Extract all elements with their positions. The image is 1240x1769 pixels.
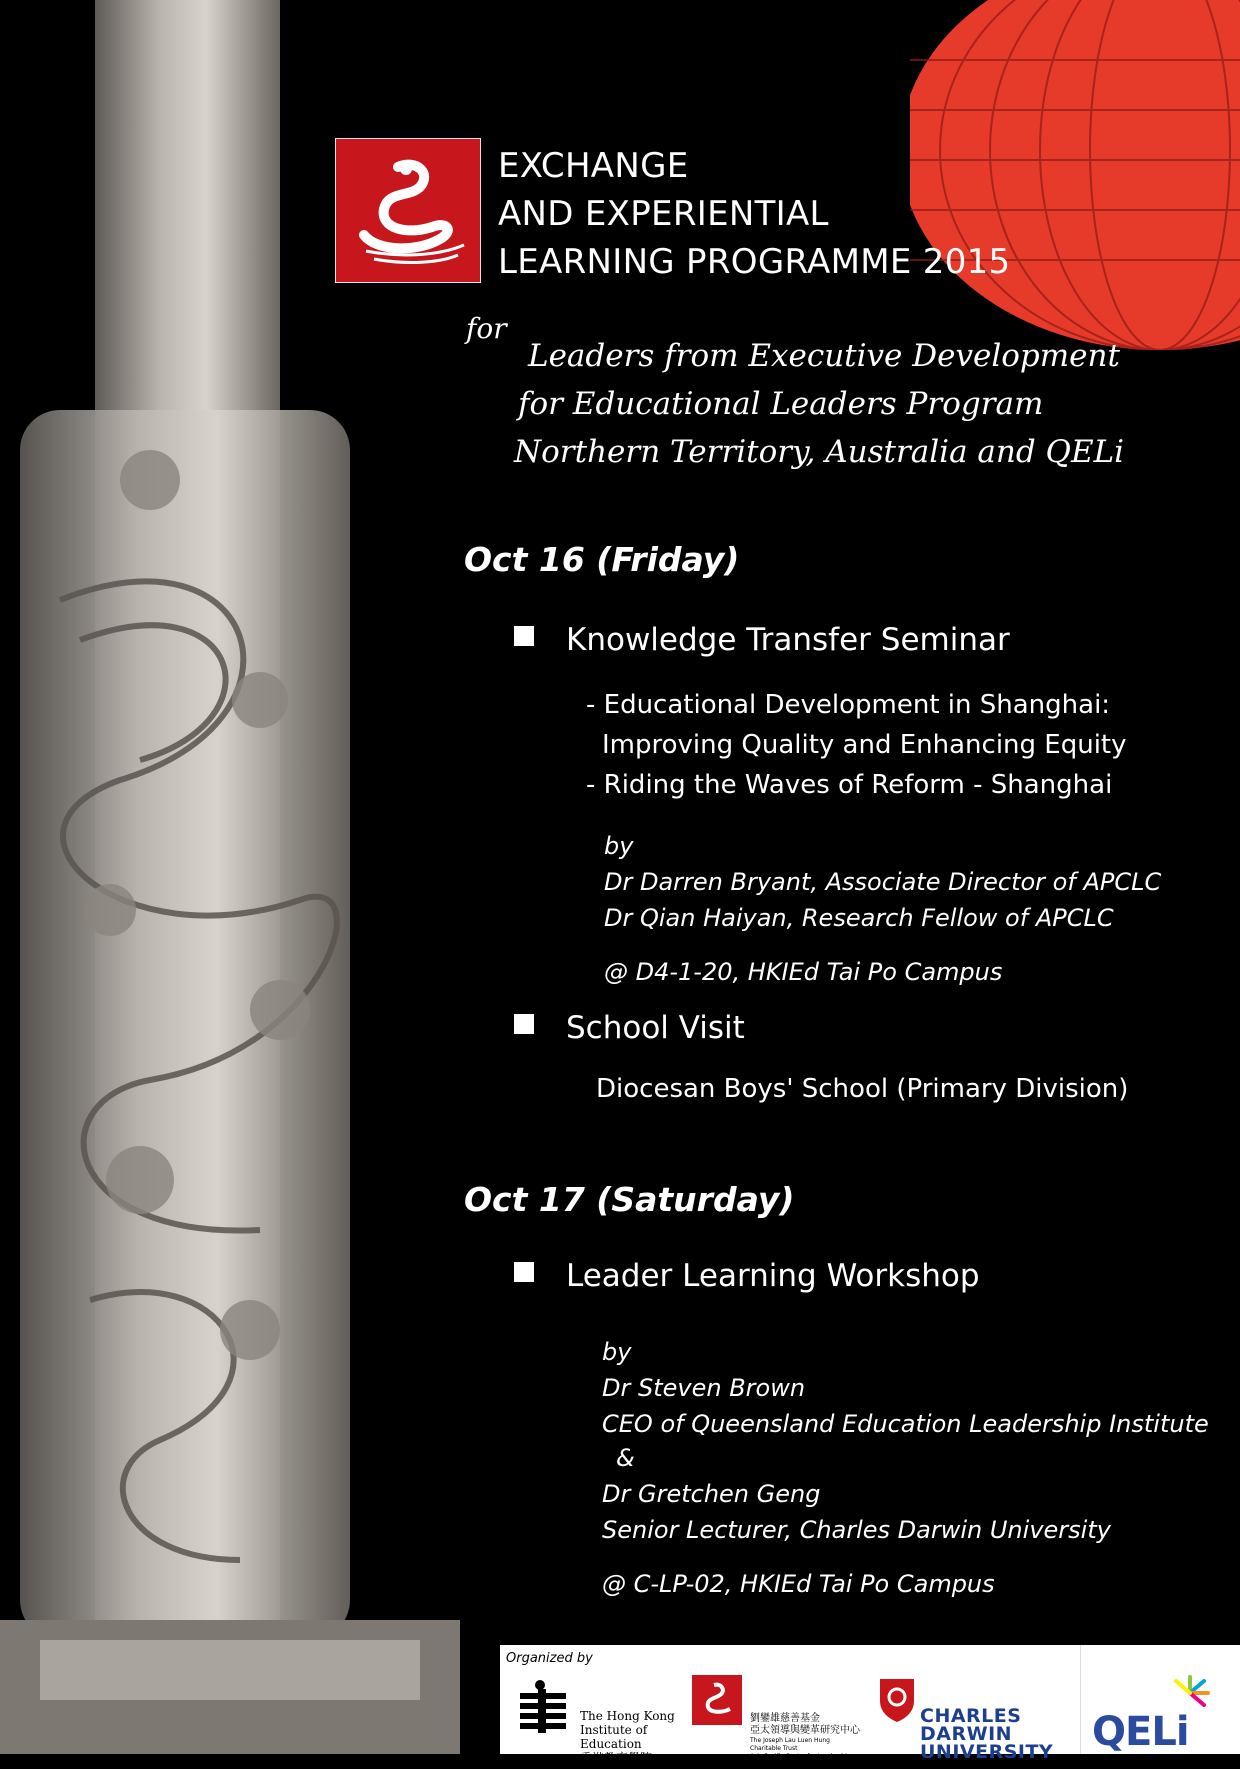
hkied-name-line1: The Hong Kong [580, 1709, 675, 1723]
school-visit-school: Diocesan Boys' School (Primary Division) [596, 1074, 1129, 1104]
cdu-name-line1: CHARLES [920, 1705, 1022, 1727]
seminar-title: Knowledge Transfer Seminar [566, 622, 1010, 658]
cdu-logo [878, 1673, 1058, 1763]
footer-divider [1080, 1645, 1081, 1754]
seminar-speaker1: Dr Darren Bryant, Associate Director of APCLC [604, 868, 1162, 896]
qeli-burst-icon [1168, 1673, 1212, 1713]
audience-line-2: for Educational Leaders Program [518, 386, 1044, 422]
bullet-square-icon [514, 1262, 534, 1282]
seminar-topic1-line2: Improving Quality and Enhancing Equity [602, 730, 1127, 760]
workshop-and: & [616, 1444, 635, 1472]
audience-line-1: Leaders from Executive Development [528, 338, 1120, 374]
school-visit-item [514, 1010, 745, 1046]
bullet-square-icon [514, 1014, 534, 1034]
day1-date: Oct 16 (Friday) [464, 540, 740, 579]
apclc-dragon-icon [692, 1675, 742, 1725]
bullet-square-icon [514, 626, 534, 646]
workshop-speaker2-name: Dr Gretchen Geng [602, 1480, 821, 1508]
seminar-venue: @ D4-1-20, HKIEd Tai Po Campus [604, 958, 1003, 986]
seminar-topic2: - Riding the Waves of Reform - Shanghai [586, 770, 1113, 800]
qeli-logo [1086, 1673, 1236, 1755]
organizer-footer [500, 1645, 1240, 1768]
cdu-shield-icon [878, 1677, 916, 1723]
day2-date: Oct 17 (Saturday) [464, 1180, 795, 1219]
school-visit-title: School Visit [566, 1010, 745, 1046]
eelp-dragon-logo [335, 138, 481, 283]
seminar-topic1-line1: - Educational Development in Shanghai: [586, 690, 1111, 720]
apclc-name-line3: The Joseph Lau Luen Hung Charitable Trust [750, 1737, 830, 1752]
apclc-logo [690, 1673, 865, 1768]
seminar-by: by [604, 832, 634, 860]
workshop-item [514, 1258, 980, 1294]
qeli-name: QELi [1092, 1709, 1189, 1755]
apclc-name-line1: 劉鑾雄慈善基金 [750, 1713, 820, 1724]
seminar-item [514, 622, 1010, 658]
seminar-speaker2: Dr Qian Haiyan, Research Fellow of APCLC [604, 904, 1114, 932]
hkied-name-line2: Institute of Education [580, 1723, 648, 1751]
for-label: for [466, 312, 507, 345]
workshop-speaker1-role: CEO of Queensland Education Leadership Institute [602, 1410, 1209, 1438]
workshop-speaker2-role: Senior Lecturer, Charles Darwin University [602, 1516, 1111, 1544]
title-line-3: LEARNING PROGRAMME 2015 [498, 242, 1011, 282]
hkied-emblem-icon [518, 1677, 574, 1737]
hkied-logo [518, 1673, 678, 1765]
cdu-name-line3: UNIVERSITY [920, 1741, 1054, 1763]
workshop-speaker1-name: Dr Steven Brown [602, 1374, 806, 1402]
audience-line-3: Northern Territory, Australia and QELi [514, 434, 1125, 470]
apclc-name-line4: Asia Pacific Centre for Leadership and Change [750, 1753, 851, 1768]
title-line-1: EXCHANGE [498, 146, 689, 186]
workshop-title: Leader Learning Workshop [566, 1258, 980, 1294]
organized-by-label: Organized by [506, 1651, 593, 1666]
dragon-icon [336, 139, 480, 282]
cdu-name-line2: DARWIN [920, 1723, 1013, 1745]
apclc-name-line2: 亞太領導與變革研究中心 [750, 1725, 860, 1736]
programme-title [498, 142, 1010, 286]
title-line-2: AND EXPERIENTIAL [498, 194, 829, 234]
workshop-venue: @ C-LP-02, HKIEd Tai Po Campus [602, 1570, 995, 1598]
workshop-by: by [602, 1338, 632, 1366]
hkied-name-chinese: 香港教育學院 [580, 1751, 653, 1765]
